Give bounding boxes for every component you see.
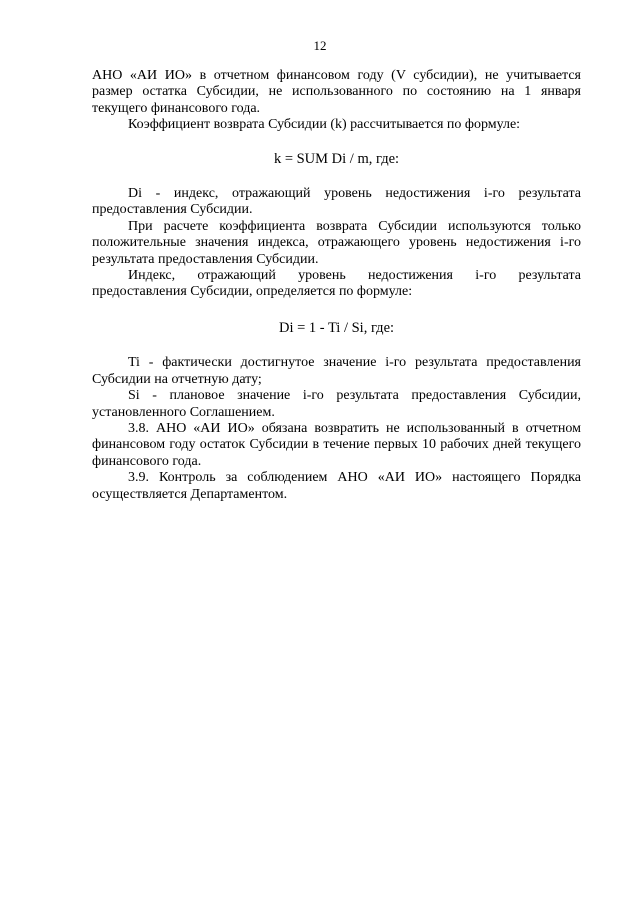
paragraph-positive-values: При расчете коэффициента возврата Субсидии используются только положительные значения индекса, отражающего уровень недостижения i-го результата предоставления Субсидии. — [92, 218, 581, 267]
paragraph-clause-3-9: 3.9. Контроль за соблюдением АНО «АИ ИО» настоящего Порядка осуществляется Департаментом. — [92, 470, 581, 502]
formula-coefficient: k = SUM Di / m, где: — [273, 150, 400, 167]
paragraph-index-formula-intro: Индекс, отражающий уровень недостижения i-го результата предоставления Субсидии, определяется по формуле: — [92, 268, 581, 300]
paragraph-subsidy-remainder: АНО «АИ ИО» в отчетном финансовом году (V субсидии), не учитывается размер остатка Субсидии, не использованного по состоянию на 1 января текущего финансового года. — [92, 68, 581, 116]
paragraph-si-definition: Si - плановое значение i-го результата предоставления Субсидии, установленного Соглашением. — [92, 388, 581, 420]
paragraph-ti-definition: Ti - фактически достигнутое значение i-го результата предоставления Субсидии на отчетную дату; — [92, 355, 581, 387]
paragraph-clause-3-8: 3.8. АНО «АИ ИО» обязана возвратить не использованный в отчетном финансовом году остаток Субсидии в течение первых 10 рабочих дней текущего финансового года. — [92, 420, 581, 469]
formula-index: Di = 1 - Ti / Si, где: — [278, 319, 395, 336]
document-body — [92, 68, 581, 503]
paragraph-di-definition: Di - индекс, отражающий уровень недостижения i-го результата предоставления Субсидии. — [92, 186, 581, 218]
paragraph-return-coefficient: Коэффициент возврата Субсидии (k) рассчитывается по формуле: — [128, 117, 521, 133]
page-number: 12 — [313, 38, 327, 53]
